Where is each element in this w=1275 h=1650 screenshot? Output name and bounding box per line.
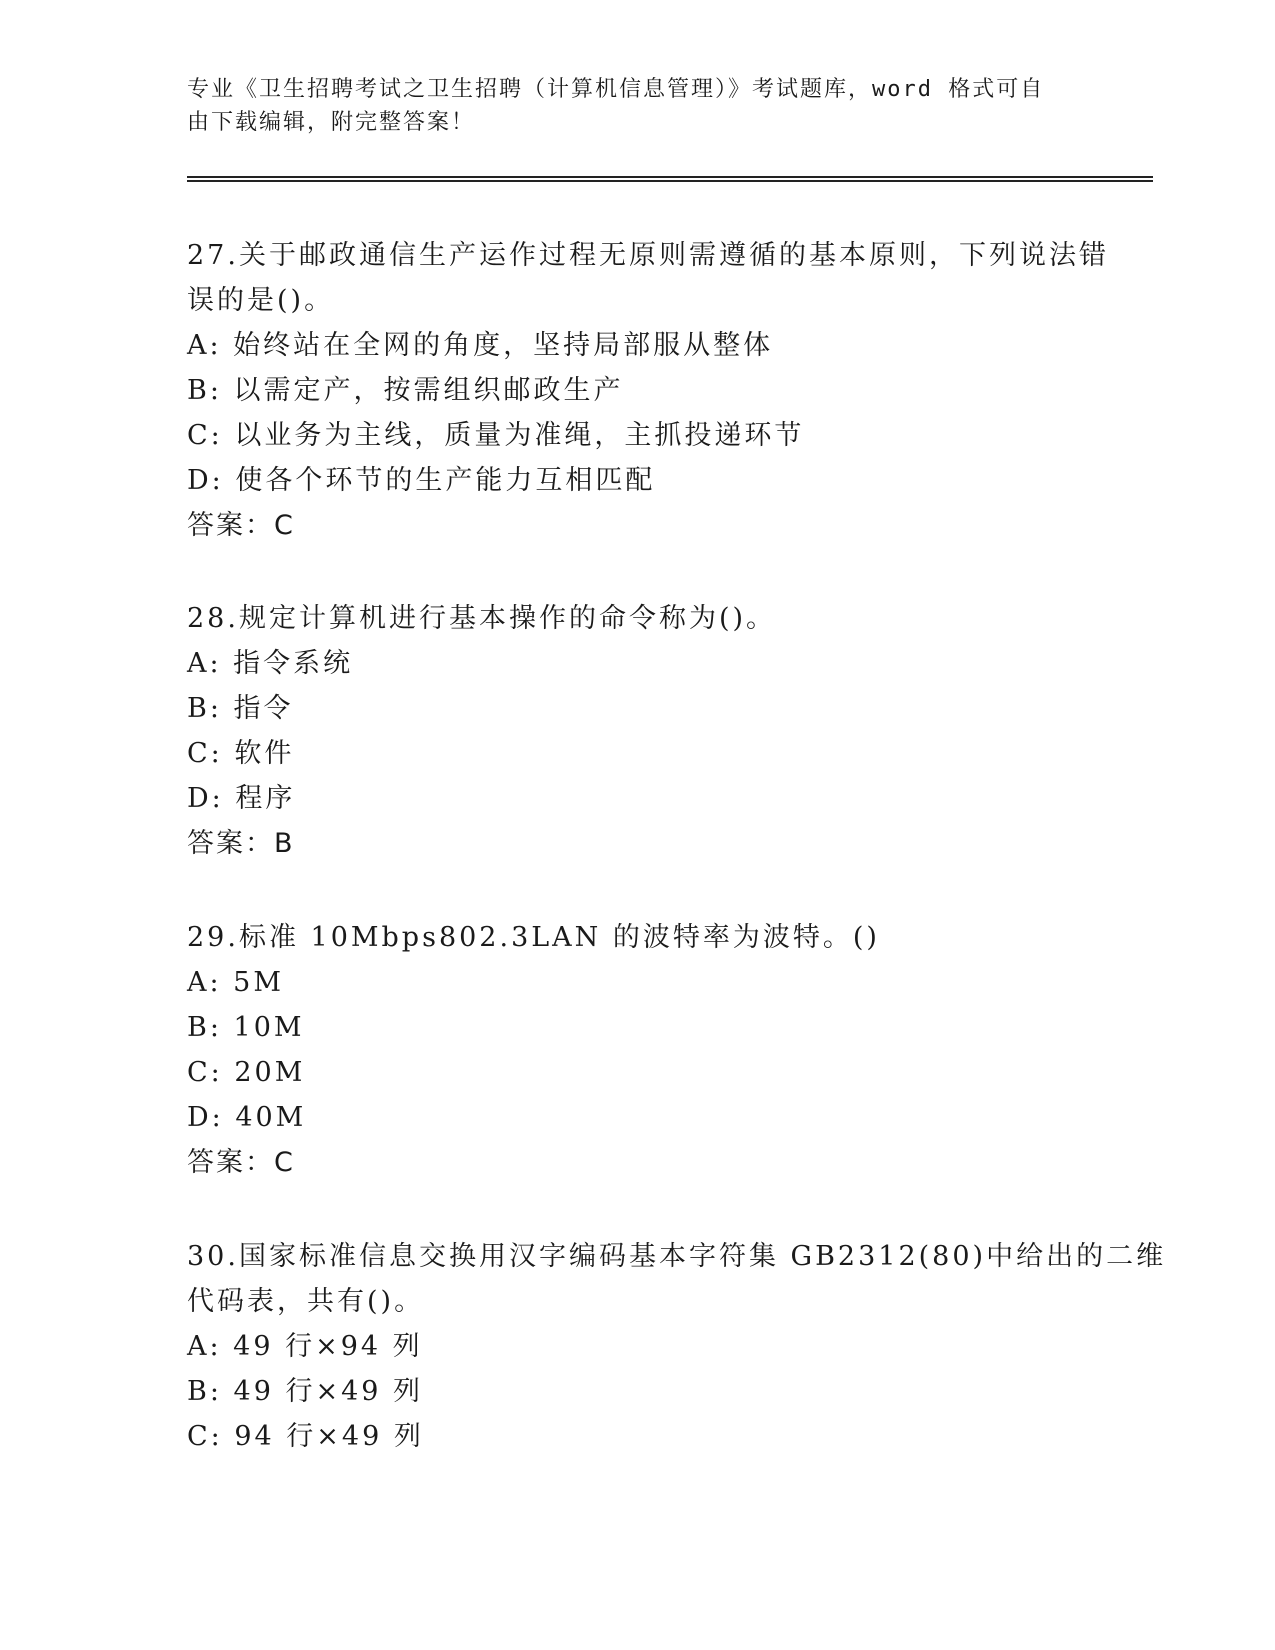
header-divider [187,176,1153,182]
option-d: D: 程序 [187,783,296,814]
question-stem: 29.标准 10Mbps802.3LAN 的波特率为波特。() [187,922,880,953]
option-b: B: 49 行×49 列 [187,1376,424,1407]
question-stem-continued: 误的是()。 [187,285,335,316]
question-stem: 27.关于邮政通信生产运作过程无原则需遵循的基本原则，下列说法错 [187,240,1109,271]
option-c: C: 20M [187,1057,306,1088]
answer-text: 答案：B [187,828,295,859]
question-29 [187,915,1087,1185]
option-b: B: 10M [187,1012,305,1043]
option-c: C: 以业务为主线，质量为准绳，主抓投递环节 [187,420,805,451]
option-a: A: 5M [187,967,285,998]
question-30 [187,1234,1167,1459]
intro-line-1: 专业《卫生招聘考试之卫生招聘（计算机信息管理）》考试题库，word 格式可自 [187,77,1045,102]
question-stem-continued: 代码表，共有()。 [187,1286,425,1317]
option-a: A: 49 行×94 列 [187,1331,423,1362]
document-intro [187,73,1067,139]
question-28 [187,596,1087,866]
intro-line-2: 由下载编辑，附完整答案！ [187,110,476,135]
option-a: A: 始终站在全网的角度，坚持局部服从整体 [187,330,774,361]
answer-text: 答案：C [187,510,295,541]
question-stem: 30.国家标准信息交换用汉字编码基本字符集 GB2312(80)中给出的二维 [187,1241,1167,1272]
option-d: D: 40M [187,1102,307,1133]
option-c: C: 软件 [187,738,295,769]
option-c: C: 94 行×49 列 [187,1421,424,1452]
option-b: B: 指令 [187,693,294,724]
question-stem: 28.规定计算机进行基本操作的命令称为()。 [187,603,777,634]
answer-text: 答案：C [187,1147,295,1178]
question-27 [187,233,1109,548]
option-a: A: 指令系统 [187,648,354,679]
option-d: D: 使各个环节的生产能力互相匹配 [187,465,656,496]
option-b: B: 以需定产，按需组织邮政生产 [187,375,624,406]
